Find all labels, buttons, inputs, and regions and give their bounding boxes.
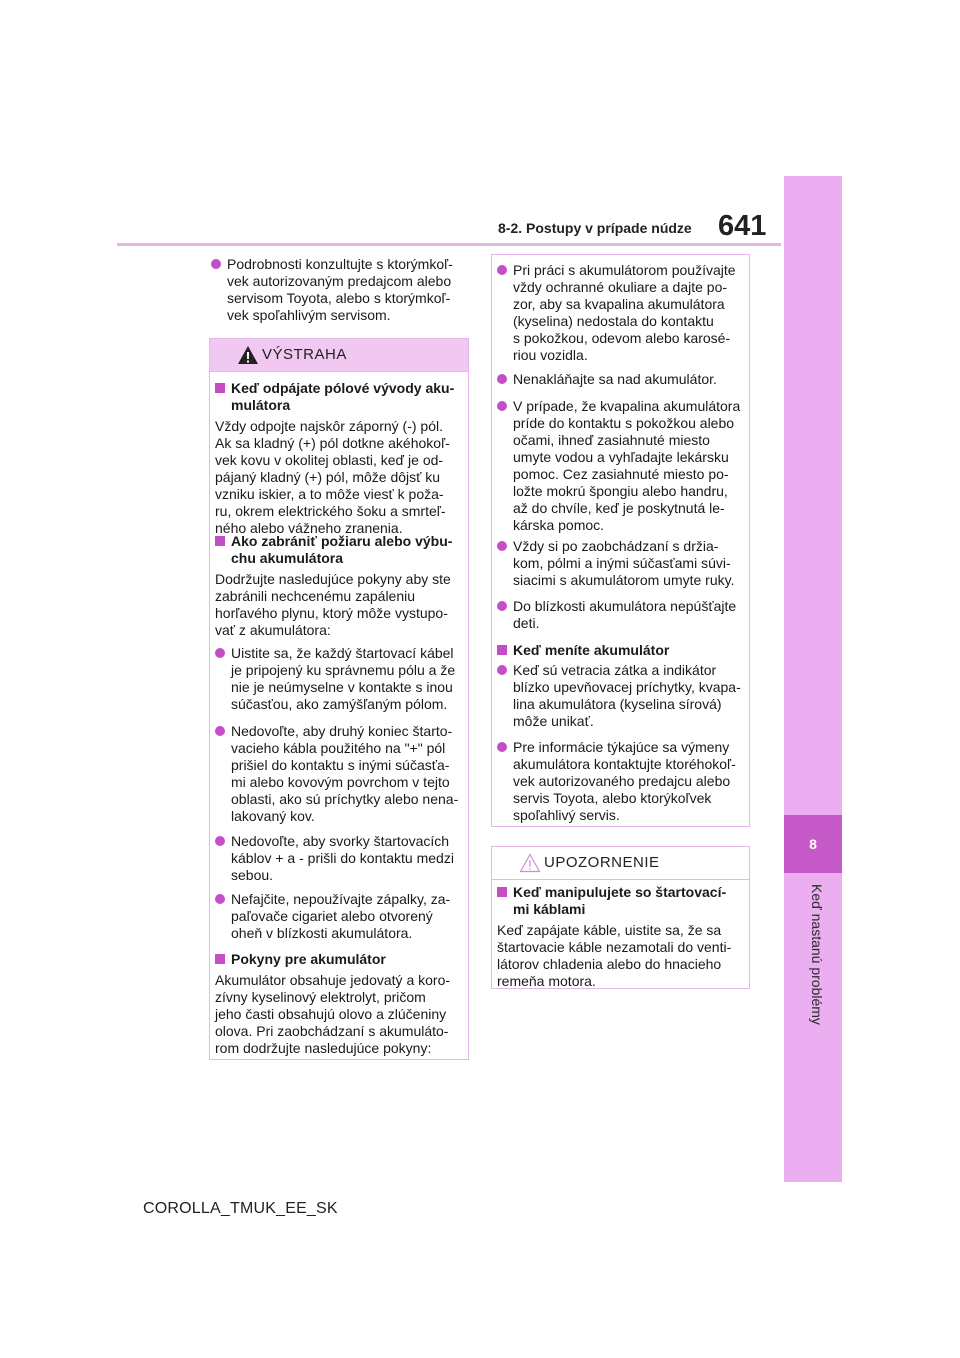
list-item-text bbox=[513, 662, 747, 730]
caution-triangle-icon bbox=[519, 853, 541, 873]
section-heading bbox=[231, 533, 467, 567]
text-line: rom dodržujte nasledujúce pokyny: bbox=[215, 1040, 432, 1056]
text-line: vek autorizovaného predajcu alebo bbox=[513, 773, 731, 789]
list-item bbox=[215, 723, 467, 825]
text-line: (kyselina) nedostala do kontaktu bbox=[513, 313, 714, 329]
text-line: Vždy si po zaobchádzaní s držia- bbox=[513, 538, 719, 554]
text-line: Pokyny pre akumulátor bbox=[231, 951, 386, 967]
bullet-icon bbox=[497, 601, 507, 611]
list-item bbox=[215, 645, 467, 713]
list-item bbox=[497, 538, 747, 589]
text-line: jeho časti obsahujú olovo a zlúčeniny bbox=[215, 1006, 447, 1022]
text-line: zabránili nechcenému zapáleniu bbox=[215, 588, 416, 604]
caution-box-header bbox=[492, 847, 749, 880]
text-line: štartovacie káble nezamotali do venti- bbox=[497, 939, 732, 955]
warning-continuation-box bbox=[491, 254, 750, 827]
text-line: pájaný kladný (+) pól, môže dôjsť ku bbox=[215, 469, 441, 485]
text-line: Nenakláňajte sa nad akumulátor. bbox=[513, 371, 717, 387]
text-line: Keď odpájate pólové vývody aku- bbox=[231, 380, 455, 396]
section-body bbox=[215, 418, 467, 537]
list-item bbox=[497, 662, 747, 730]
text-line: Do blízkosti akumulátora nepúšťajte bbox=[513, 598, 737, 614]
text-line: ložte mokrú špongiu alebo handru, bbox=[513, 483, 728, 499]
header-rule bbox=[117, 243, 781, 246]
list-item-text bbox=[513, 598, 747, 632]
text-line: vždy ochranné okuliare a dajte po- bbox=[513, 279, 728, 295]
warning-section bbox=[497, 642, 747, 659]
bullet-icon bbox=[215, 836, 225, 846]
warning-triangle-icon bbox=[237, 345, 259, 365]
text-line: Vždy odpojte najskôr záporný (-) pól. bbox=[215, 418, 443, 434]
list-item bbox=[497, 739, 747, 824]
bullet-icon bbox=[497, 265, 507, 275]
chapter-title: Keď nastanú problémy bbox=[809, 884, 825, 1025]
text-line: oheň v blízkosti akumulátora. bbox=[231, 925, 413, 941]
text-line: Keď manipulujete so štartovací- bbox=[513, 884, 727, 900]
document-code: COROLLA_TMUK_EE_SK bbox=[143, 1200, 338, 1217]
text-line: riou vozidla. bbox=[513, 347, 588, 363]
text-line: lina akumulátora (kyselina sírová) bbox=[513, 696, 722, 712]
text-line: Keď sú vetracia zátka a indikátor bbox=[513, 662, 717, 678]
text-line: lakovaný kov. bbox=[231, 808, 315, 824]
list-item-text bbox=[513, 262, 747, 364]
bullet-icon bbox=[497, 541, 507, 551]
text-line: spoľahlivý servis. bbox=[513, 807, 620, 823]
text-line: zor, aby sa kvapalina akumulátora bbox=[513, 296, 725, 312]
text-line: paľovače cigariet alebo otvorený bbox=[231, 908, 433, 924]
warning-title: VÝSTRAHA bbox=[262, 346, 347, 363]
list-item-text bbox=[231, 833, 467, 884]
bullet-icon bbox=[215, 894, 225, 904]
square-bullet-icon bbox=[215, 383, 225, 393]
text-line: vzniku iskier, a to môže viesť k poža- bbox=[215, 486, 444, 502]
text-line: kom, pólmi a inými súčasťami súvi- bbox=[513, 555, 731, 571]
text-line: vacieho kábla použitého na "+" pól bbox=[231, 740, 446, 756]
bullet-icon bbox=[497, 374, 507, 384]
bullet-icon bbox=[215, 726, 225, 736]
section-heading bbox=[231, 951, 467, 968]
page-number: 641 bbox=[718, 210, 767, 242]
list-item bbox=[215, 891, 467, 942]
text-line: vať z akumulátora: bbox=[215, 622, 331, 638]
text-line: Keď zapájate káble, uistite sa, že sa bbox=[497, 922, 722, 938]
warning-section bbox=[215, 533, 467, 639]
warning-section bbox=[215, 380, 467, 537]
warning-box bbox=[209, 338, 469, 1060]
list-item-text bbox=[513, 739, 747, 824]
text-line: príde do kontaktu s pokožkou alebo bbox=[513, 415, 735, 431]
text-line: oblasti, ako sú príchytky alebo nena- bbox=[231, 791, 459, 807]
text-line: pomoc. Cez zasiahnuté miesto po- bbox=[513, 466, 729, 482]
bullet-icon bbox=[497, 742, 507, 752]
text-line: akumulátora kontaktujte ktoréhokoľ- bbox=[513, 756, 736, 772]
text-line: očami, ihneď zasiahnuté miesto bbox=[513, 432, 710, 448]
section-heading bbox=[513, 884, 747, 918]
text-line: prišiel do kontaktu s inými súčasťa- bbox=[231, 757, 450, 773]
list-item-text bbox=[513, 371, 747, 388]
text-line: servis Toyota, alebo ktorýkoľvek bbox=[513, 790, 712, 806]
text-line: blízko upevňovacej príchytky, kvapa- bbox=[513, 679, 741, 695]
warning-section bbox=[215, 951, 467, 1057]
section-title: 8-2. Postupy v prípade núdze bbox=[498, 220, 692, 236]
text-line: môže unikať. bbox=[513, 713, 594, 729]
bullet-icon bbox=[497, 401, 507, 411]
text-line: Nedovoľte, aby druhý koniec štarto- bbox=[231, 723, 453, 739]
text-line: V prípade, že kvapalina akumulátora bbox=[513, 398, 741, 414]
text-line: umyte vodou a vyhľadajte lekársku bbox=[513, 449, 729, 465]
caution-section bbox=[497, 884, 747, 990]
text-line: vek kovu v okolitej oblasti, keď je od- bbox=[215, 452, 444, 468]
section-heading: Keď meníte akumulátor bbox=[513, 642, 670, 658]
list-item bbox=[215, 833, 467, 884]
text-line: súčasťou, ako zamýšľaným pólom. bbox=[231, 696, 448, 712]
square-bullet-icon bbox=[215, 536, 225, 546]
bullet-icon bbox=[211, 259, 221, 269]
text-line: servisom Toyota, alebo s ktorýmkoľ- bbox=[227, 290, 451, 306]
warning-box-header bbox=[210, 339, 468, 372]
text-line: zívny kyselinový elektrolyt, pričom bbox=[215, 989, 426, 1005]
bullet-icon bbox=[497, 665, 507, 675]
text-line: je pripojený ku správnemu pólu a že bbox=[231, 662, 456, 678]
text-line: Ak sa kladný (+) pól dotkne akéhokoľ- bbox=[215, 435, 450, 451]
text-line: olova. Pri zaobchádzaní s akumuláto- bbox=[215, 1023, 449, 1039]
top-note bbox=[211, 256, 461, 324]
square-bullet-icon bbox=[215, 954, 225, 964]
caution-box bbox=[491, 846, 750, 989]
text-line: Akumulátor obsahuje jedovatý a koro- bbox=[215, 972, 451, 988]
section-body bbox=[215, 972, 467, 1057]
section-body bbox=[497, 922, 747, 990]
text-line: Nedovoľte, aby svorky štartovacích bbox=[231, 833, 450, 849]
list-item-text bbox=[231, 891, 467, 942]
text-line: Dodržujte nasledujúce pokyny aby ste bbox=[215, 571, 451, 587]
text-line: remeňa motora. bbox=[497, 973, 596, 989]
chapter-number: 8 bbox=[784, 815, 842, 873]
text-line: Uistite sa, že každý štartovací kábel bbox=[231, 645, 454, 661]
list-item bbox=[497, 598, 747, 632]
text-line: Ako zabrániť požiaru alebo výbu- bbox=[231, 533, 453, 549]
text-line: chu akumulátora bbox=[231, 550, 344, 566]
text-line: sebou. bbox=[231, 867, 274, 883]
square-bullet-icon bbox=[497, 887, 507, 897]
text-line: Pre informácie týkajúce sa výmeny bbox=[513, 739, 730, 755]
list-item-text bbox=[231, 723, 467, 825]
text-line: Nefajčite, nepoužívajte zápalky, za- bbox=[231, 891, 451, 907]
text-line: až do chvíle, keď je poskytnutá le- bbox=[513, 500, 725, 516]
list-item-text bbox=[513, 398, 747, 534]
text-line: ru, okrem elektrického šoku a smrteľ- bbox=[215, 503, 446, 519]
list-item bbox=[497, 398, 747, 534]
text-line: kárska pomoc. bbox=[513, 517, 605, 533]
list-item bbox=[497, 262, 747, 364]
text-line: mulátora bbox=[231, 397, 291, 413]
text-line: mi káblami bbox=[513, 901, 586, 917]
text-line: deti. bbox=[513, 615, 540, 631]
text-line: látorov chladenia alebo do hnacieho bbox=[497, 956, 722, 972]
section-body bbox=[215, 571, 467, 639]
square-bullet-icon bbox=[497, 645, 507, 655]
text-line: Podrobnosti konzultujte s ktorýmkoľ- bbox=[227, 256, 453, 272]
bullet-icon bbox=[215, 648, 225, 658]
list-item-text bbox=[513, 538, 747, 589]
text-line: vek spoľahlivým servisom. bbox=[227, 307, 391, 323]
text-line: mi alebo kovovým povrchom v tejto bbox=[231, 774, 450, 790]
caution-title: UPOZORNENIE bbox=[544, 854, 660, 871]
list-item bbox=[497, 371, 747, 388]
list-item-text bbox=[231, 645, 467, 713]
text-line: horľavého plynu, ktorý môže vystupo- bbox=[215, 605, 448, 621]
text-line: káblov + a - prišli do kontaktu medzi bbox=[231, 850, 454, 866]
text-line: ného alebo vážneho zranenia. bbox=[215, 520, 403, 536]
top-note-text bbox=[227, 256, 461, 324]
text-line: nie je neúmyselne v kontakte s inou bbox=[231, 679, 453, 695]
text-line: vek autorizovaným predajcom alebo bbox=[227, 273, 452, 289]
section-heading bbox=[231, 380, 467, 414]
text-line: siacimi s akumulátorom umyte ruky. bbox=[513, 572, 735, 588]
text-line: s pokožkou, odevom alebo karosé- bbox=[513, 330, 731, 346]
text-line: Pri práci s akumulátorom používajte bbox=[513, 262, 736, 278]
